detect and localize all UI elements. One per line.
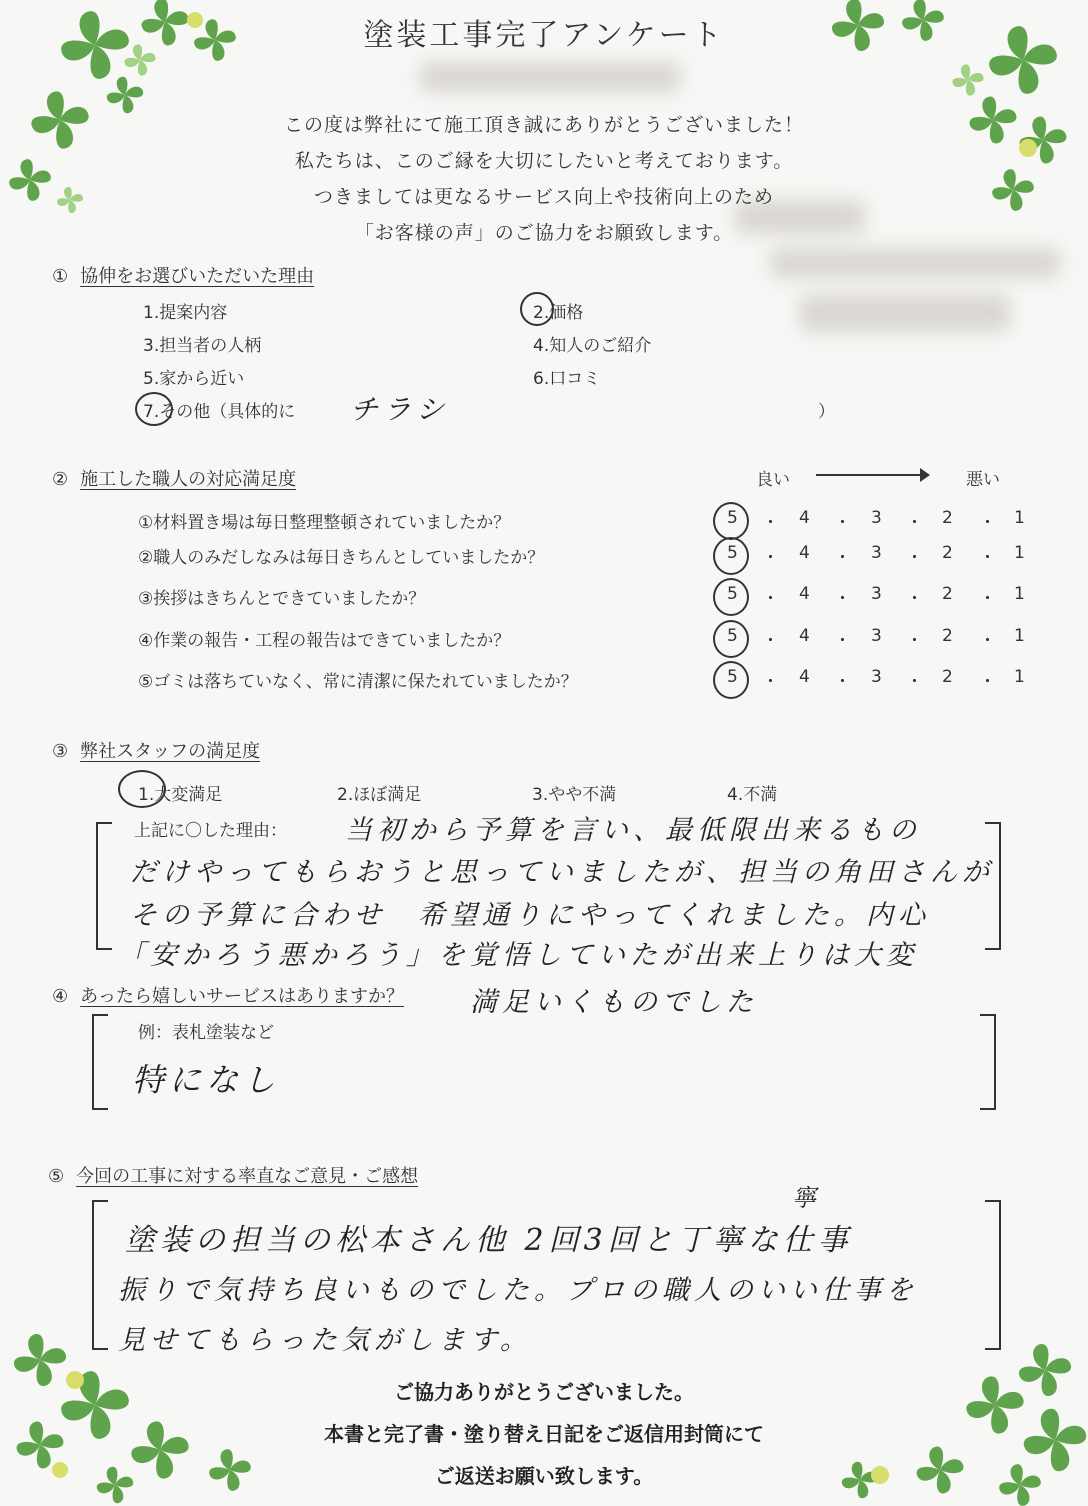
- section-4-box-right: [980, 1014, 996, 1110]
- page-title: 塗装工事完了アンケート: [363, 18, 725, 53]
- intro-line-3: つきましては更なるサービス向上や技術向上のため: [313, 186, 774, 208]
- section-2-number: ②: [52, 469, 69, 490]
- section-3-number: ③: [52, 741, 69, 762]
- scale-value: 3: [871, 584, 882, 604]
- option-referral: 4.知人のご紹介: [533, 336, 652, 356]
- footer-line-2: 本書と完了書・塗り替え日記をご返信用封筒にて: [324, 1422, 764, 1446]
- rating-question: ②職人のみだしなみは毎日きちんとしていましたか？: [138, 548, 545, 568]
- selected-rating-circle: [713, 661, 749, 699]
- scale-value: 4: [799, 667, 810, 687]
- option-near-home: 5.家から近い: [143, 369, 245, 389]
- section-5-number: ⑤: [48, 1166, 65, 1187]
- scale-separator: ・: [834, 631, 851, 651]
- selected-circle-other: [135, 392, 173, 426]
- section-5-label: 今回の工事に対する率直なご意見・ご感想: [76, 1166, 419, 1187]
- scale-separator: ・: [979, 589, 996, 609]
- footer-line-3: ご返送お願い致します。: [434, 1464, 654, 1488]
- section-4-number: ④: [52, 986, 69, 1007]
- scale-arrow-line: [816, 474, 928, 476]
- reason-handwriting-line-5: 満足いくものでした: [470, 987, 758, 1018]
- selected-circle-very-satisfied: [118, 770, 166, 808]
- reason-label: 上記に〇した理由：: [134, 821, 287, 841]
- scale-bad-label: 悪い: [966, 470, 1000, 490]
- section-2-label: 施工した職人の対応満足度: [80, 469, 297, 490]
- scale-value: 4: [799, 543, 810, 563]
- section-5-handwriting-line-2: 振りで気持ち良いものでした。プロの職人のいい仕事を: [118, 1275, 918, 1306]
- scale-value: 5: [727, 667, 738, 687]
- section-4-box-left: [92, 1014, 108, 1110]
- rating-question: ⑤ゴミは落ちていなく、常に清潔に保たれていましたか？: [138, 672, 578, 692]
- section-1-label: 協伸をお選びいただいた理由: [80, 266, 315, 287]
- option-mostly-satisfied: 2.ほぼ満足: [337, 785, 422, 805]
- section-4-handwriting: 特になし: [132, 1061, 281, 1099]
- footer-line-1: ご協力ありがとうございました。: [394, 1380, 694, 1404]
- scale-separator: ・: [762, 548, 779, 568]
- scale-separator: ・: [834, 548, 851, 568]
- intro-line-4: 「お客様の声」のご協力をお願致します。: [354, 222, 734, 244]
- section-3-label: 弊社スタッフの満足度: [80, 741, 261, 762]
- rating-question: ④作業の報告・工程の報告はできていましたか？: [138, 631, 511, 651]
- other-answer-handwriting: チラシ: [350, 393, 450, 426]
- rating-question: ③挨拶はきちんとできていましたか？: [138, 589, 426, 609]
- scale-value: 2: [942, 584, 953, 604]
- option-word-of-mouth: 6.口コミ: [533, 369, 601, 389]
- scale-value: 2: [942, 667, 953, 687]
- scale-value: 4: [799, 584, 810, 604]
- scale-value: 5: [727, 543, 738, 563]
- section-3-box-left: [96, 822, 112, 950]
- reason-handwriting-line-2: だけやってもらおうと思っていましたが、担当の角田さんが: [130, 857, 994, 888]
- rating-question: ①材料置き場は毎日整理整頓されていましたか？: [138, 513, 511, 533]
- scale-value: 3: [871, 626, 882, 646]
- selected-rating-circle: [713, 537, 749, 575]
- scale-separator: ・: [906, 672, 923, 692]
- scale-separator: ・: [906, 513, 923, 533]
- section-4-heading: [52, 982, 404, 1008]
- redacted-company-info-2: [770, 248, 1060, 278]
- section-5-handwriting-line-3: 見せてもらった気がします。: [118, 1325, 532, 1356]
- selected-rating-circle: [713, 578, 749, 616]
- intro-line-1: この度は弊社にて施工頂き誠にありがとうございました！: [283, 114, 804, 136]
- reason-handwriting-line-1: 当初から予算を言い、最低限出来るもの: [345, 815, 921, 846]
- scale-separator: ・: [834, 672, 851, 692]
- scale-value: 3: [871, 667, 882, 687]
- reason-handwriting-line-3: その予算に合わせ 希望通りにやってくれました。内心: [130, 900, 930, 931]
- section-4-label: あったら嬉しいサービスはありますか？: [80, 986, 404, 1007]
- option-very-satisfied: 1.大変満足: [138, 785, 223, 805]
- selected-circle-price: [520, 292, 554, 326]
- scale-value: 4: [799, 626, 810, 646]
- scale-separator: ・: [762, 589, 779, 609]
- scale-separator: ・: [979, 513, 996, 533]
- scale-value: 5: [727, 508, 738, 528]
- redacted-company-info-3: [800, 294, 1010, 332]
- scale-value: 1: [1014, 543, 1025, 563]
- redacted-customer-name: [420, 62, 680, 92]
- scale-separator: ・: [762, 631, 779, 651]
- scale-separator: ・: [906, 631, 923, 651]
- selected-rating-circle: [713, 502, 749, 540]
- scale-separator: ・: [834, 513, 851, 533]
- scale-separator: ・: [979, 548, 996, 568]
- section-5-heading: [48, 1162, 418, 1188]
- selected-rating-circle: [713, 620, 749, 658]
- reason-handwriting-line-4: 「安かろう悪かろう」を覚悟していたが出来上りは大変: [118, 940, 918, 971]
- scale-value: 4: [799, 508, 810, 528]
- scale-separator: ・: [906, 589, 923, 609]
- scale-value: 1: [1014, 584, 1025, 604]
- option-other: 7.その他（具体的に: [143, 402, 296, 422]
- scale-separator: ・: [762, 513, 779, 533]
- scale-separator: ・: [979, 631, 996, 651]
- option-other-close: ）: [818, 402, 835, 422]
- section-5-handwriting-line-1: 塗装の担当の松本さん他 2回3回と丁寧な仕事: [125, 1223, 853, 1258]
- intro-line-2: 私たちは、このご縁を大切にしたいと考えております。: [294, 150, 794, 172]
- scale-separator: ・: [979, 672, 996, 692]
- scale-value: 5: [727, 626, 738, 646]
- scale-value: 1: [1014, 667, 1025, 687]
- scale-value: 2: [942, 626, 953, 646]
- option-dissatisfied: 4.不満: [727, 785, 778, 805]
- option-proposal: 1.提案内容: [143, 303, 228, 323]
- scale-value: 5: [727, 584, 738, 604]
- scale-separator: ・: [906, 548, 923, 568]
- scale-value: 2: [942, 508, 953, 528]
- section-3-heading: [52, 737, 260, 763]
- scale-value: 2: [942, 543, 953, 563]
- section-5-box-left: [92, 1200, 108, 1350]
- scale-value: 1: [1014, 508, 1025, 528]
- scale-separator: ・: [834, 589, 851, 609]
- scale-good-label: 良い: [756, 470, 790, 490]
- option-staff-personality: 3.担当者の人柄: [143, 336, 262, 356]
- option-price: 2.価格: [533, 303, 584, 323]
- section-1-heading: [52, 262, 314, 288]
- scale-arrow-head-icon: [920, 468, 930, 482]
- section-4-example: 例：表札塗装など: [138, 1023, 274, 1043]
- option-somewhat-dissatisfied: 3.やや不満: [532, 785, 617, 805]
- scale-value: 3: [871, 508, 882, 528]
- section-2-heading: [52, 465, 296, 491]
- section-1-number: ①: [52, 266, 69, 287]
- scale-separator: ・: [762, 672, 779, 692]
- section-5-box-right: [985, 1200, 1001, 1350]
- scale-value: 1: [1014, 626, 1025, 646]
- section-5-handwriting-note: 寧: [792, 1184, 821, 1212]
- scale-value: 3: [871, 543, 882, 563]
